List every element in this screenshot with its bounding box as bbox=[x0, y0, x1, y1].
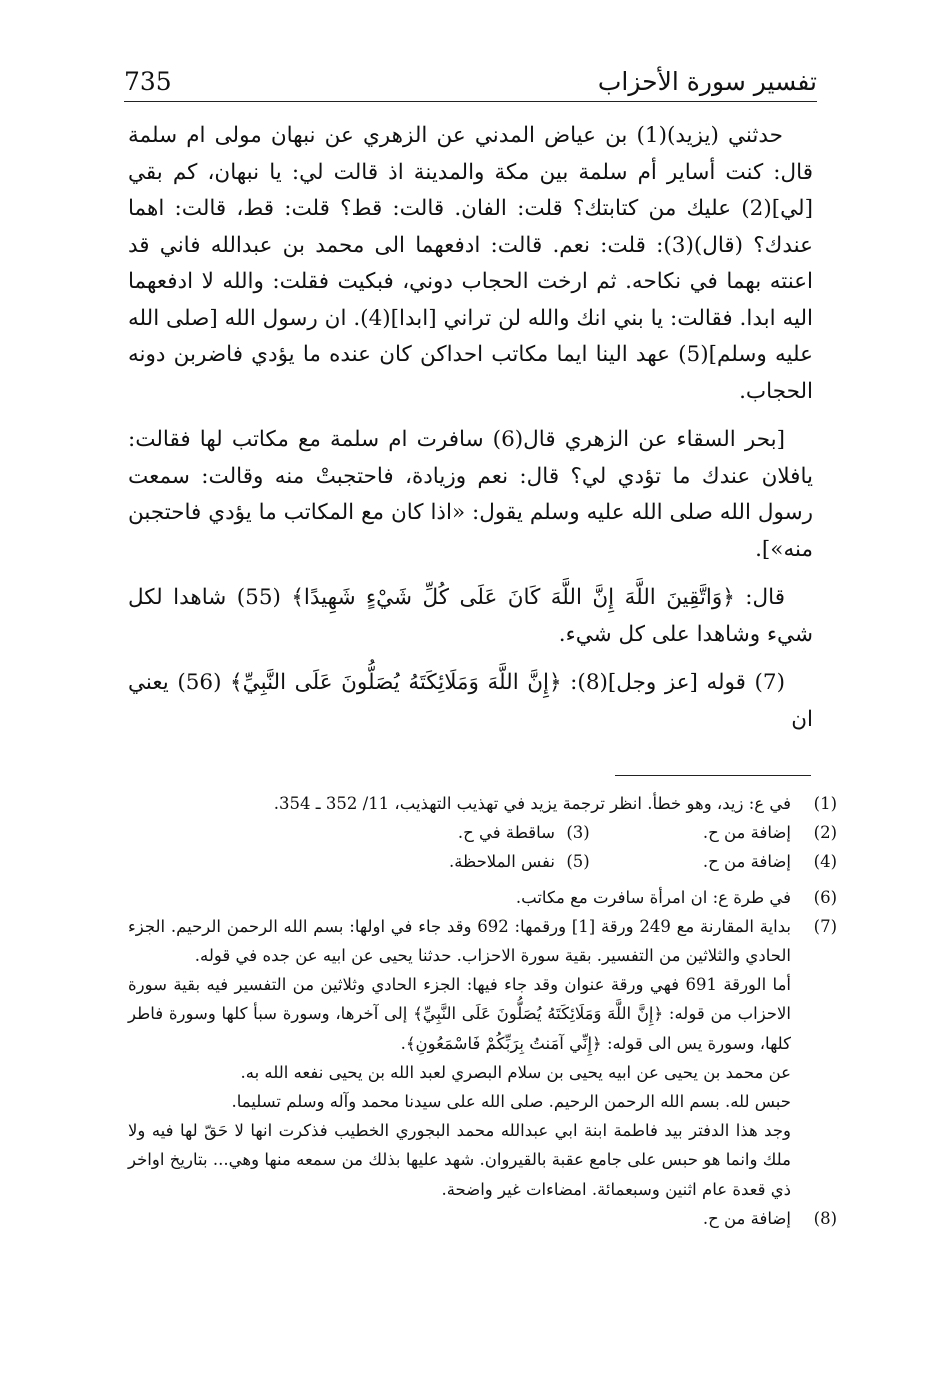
footnote-number: (7) bbox=[813, 916, 837, 936]
page-header bbox=[124, 62, 817, 96]
footnote-6 bbox=[128, 883, 837, 912]
footnote-text: بداية المقارنة مع 249 ورقة [1] ورقمها: 692 وقد جاء في اولها: بسم الله الرحمن الرحيم. الجزء الحادي والثلاثين من التفسير. بقية سورة الاحزاب. حدثنا يحيى عن ابيه عن جده في قوله. bbox=[128, 916, 791, 966]
paragraph-3: قال: ﴿وَاتَّقِينَ اللَّهَ إِنَّ اللَّهَ كَانَ عَلَى كُلِّ شَيْءٍ شَهِيدًا﴾ (55) شاهدا لكل شيء وشاهدا على كل شيء. bbox=[128, 585, 813, 647]
footnote-row-2-3 bbox=[128, 818, 837, 847]
footnote-number: (2) bbox=[813, 823, 837, 843]
paragraph-4: (7) قوله [عز وجل](8): ﴿إِنَّ اللَّهَ وَمَلَائِكَتَهُ يُصَلُّونَ عَلَى النَّبِيِّ﴾ (56) يعني ان bbox=[128, 670, 813, 732]
running-title: تفسير سورة الأحزاب bbox=[597, 67, 817, 96]
footnote-5 bbox=[411, 847, 601, 876]
footnote-text: إضافة من ح. bbox=[702, 1208, 791, 1228]
footnote-number: (3) bbox=[566, 823, 590, 843]
footnotes bbox=[128, 789, 837, 1233]
footnote-3 bbox=[411, 818, 601, 847]
footnote-7-continuation-2: عن محمد بن يحيى عن ابيه يحيى بن سلام البصري لعبد الله بن يحيى نفعه الله به. bbox=[240, 1062, 791, 1082]
footnote-number: (6) bbox=[813, 887, 837, 907]
footnote-7-continuation-3: حبس لله. بسم الله الرحمن الرحيم. صلى الله على سيدنا محمد وآله وسلم تسليما. bbox=[231, 1092, 791, 1112]
header-rule bbox=[124, 101, 817, 102]
footnote-separator bbox=[615, 775, 811, 776]
paragraph-1: حدثني (يزيد)(1) بن عياض المدني عن الزهري عن نبهان مولى ام سلمة قال: كنت أساير أم سلمة بين مكة والمدينة اذ قالت لي: يا نبهان، كم بقي [لي](2) عليك من كتابتك؟ قلت: الفان. قالت: قط؟ قلت: قط، قالت: اهما عندك؟ (قال)(3): قلت: نعم. قالت: ادفعهما الى محمد بن عبدالله فاني قد اعنته بهما في نكاحه. ثم ارخت الحجاب دوني، فبكيت فقلت: والله لا ادفعهما اليه ابدا. فقالت: يا بني انك والله لن تراني [ابدا](4). ان رسول الله [صلى الله عليه وسلم](5) عهد الينا ايما مكاتب احداكن كان عنده ما يؤدي فاضربن دونه الحجاب. bbox=[128, 123, 813, 404]
footnote-7 bbox=[128, 912, 837, 970]
footnote-8 bbox=[128, 1204, 837, 1233]
paragraph-2: [بحر السقاء عن الزهري قال(6) سافرت ام سلمة مع مكاتب لها فقالت: يافلان عندك ما تؤدي لي؟ قال: نعم وزيادة، فاحتجبتْ منه وقالت: سمعت رسول الله صلى الله عليه وسلم يقول: «اذا كان مع المكاتب ما يؤدي فاحتجبن منه»]. bbox=[128, 427, 813, 562]
footnote-7-continuation-1: أما الورقة 691 فهي ورقة عنوان وقد جاء فيها: الجزء الحادي وثلاثين من التفسير فيه بقية سورة الاحزاب من قوله: ﴿إِنَّ اللَّهَ وَمَلَائِكَتَهُ يُصَلُّونَ عَلَى النَّبِيِّ﴾ إلى آخرها، وسورة سبأ كلها وسورة فاطر كلها، وسورة يس الى قوله: ﴿إِنِّي آمَنتُ بِرَبِّكُمْ فَاسْمَعُونِ﴾. bbox=[128, 975, 791, 1053]
footnote-number: (4) bbox=[813, 852, 837, 872]
footnote-2 bbox=[601, 818, 791, 847]
footnote-text: إضافة من ح. bbox=[702, 823, 791, 843]
footnote-text: إضافة من ح. bbox=[702, 852, 791, 872]
footnote-number: (1) bbox=[813, 794, 837, 813]
footnote-text: في طرة ع: ان امرأة سافرت مع مكاتب. bbox=[515, 887, 791, 907]
main-text bbox=[128, 118, 813, 750]
footnote-text: نفس الملاحظة. bbox=[448, 852, 555, 872]
footnote-number: (8) bbox=[813, 1208, 837, 1228]
footnote-text: ساقطة في ح. bbox=[457, 823, 555, 843]
footnote-row-4-5 bbox=[128, 847, 837, 876]
page-number: 735 bbox=[124, 67, 172, 96]
footnote-number: (5) bbox=[566, 852, 590, 872]
footnote-4 bbox=[601, 847, 791, 876]
footnote-1 bbox=[128, 789, 837, 818]
footnote-text: في ع: زيد، وهو خطأ. انظر ترجمة يزيد في تهذيب التهذيب، 11/ 352 ـ 354. bbox=[273, 794, 791, 813]
footnote-7-continuation-4: وجد هذا الدفتر بيد فاطمة ابنة ابي عبدالله محمد البجوري الخطيب فذكرت انها لا حَقّ لها فيه ولا ملك وانما هو حبس على جامع عقبة بالقيروان. شهد عليها بذلك من سمعه منها وهي... بتاريخ اواخر ذي قعدة عام اثنين وسبعمائة. امضاءات غير واضحة. bbox=[128, 1121, 791, 1199]
